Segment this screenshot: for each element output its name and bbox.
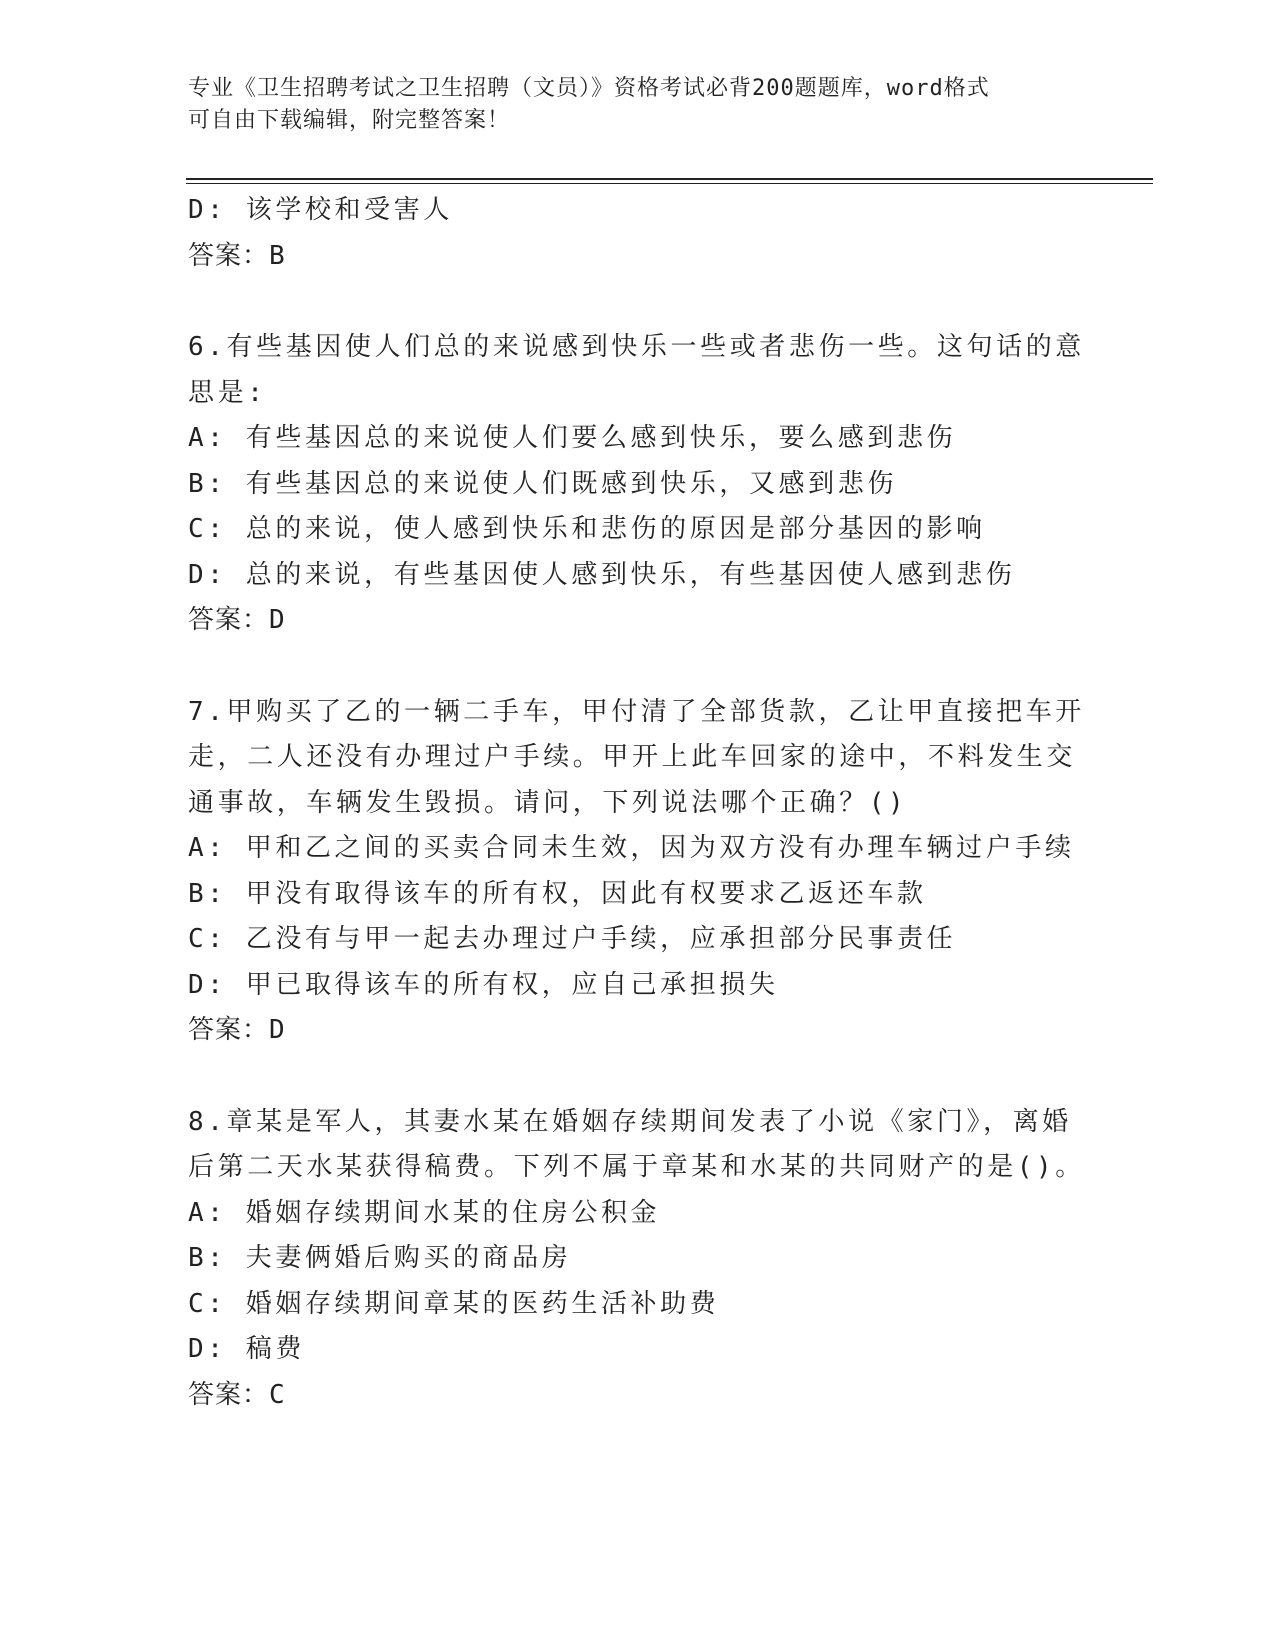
- spacer: [188, 644, 1068, 690]
- option-a: A: 甲和乙之间的买卖合同未生效，因为双方没有办理车辆过户手续: [188, 833, 1075, 863]
- question-text-line: 6.有些基因使人们总的来说感到快乐一些或者悲伤一些。这句话的意: [188, 332, 1085, 362]
- option-d: D: 甲已取得该车的所有权，应自己承担损失: [188, 969, 779, 1000]
- option-b: B: 甲没有取得该车的所有权，因此有权要求乙返还车款: [188, 878, 927, 909]
- option-d: D: 该学校和受害人: [188, 195, 453, 225]
- header-title-line-1: 专业《卫生招聘考试之卫生招聘（文员）》资格考试必背200题题库，word格式: [188, 76, 990, 101]
- option-b: B: 有些基因总的来说使人们既感到快乐，又感到悲伤: [188, 468, 897, 499]
- document-header: [188, 73, 1068, 137]
- question-text-line: 8.章某是军人，其妻水某在婚姻存续期间发表了小说《家门》，离婚: [188, 1106, 1072, 1137]
- spacer: [188, 1054, 1068, 1100]
- answer-line: 答案：D: [188, 1015, 286, 1045]
- option-c: C: 婚姻存续期间章某的医药生活补助费: [188, 1288, 720, 1319]
- question-text-line: 通事故，车辆发生毁损。请问，下列说法哪个正确？(): [188, 787, 908, 818]
- question-block-8: [188, 1100, 1085, 1419]
- question-text-line: 7.甲购买了乙的一辆二手车，甲付清了全部货款，乙让甲直接把车开: [188, 696, 1085, 727]
- option-c: C: 总的来说，使人感到快乐和悲伤的原因是部分基因的影响: [188, 514, 986, 544]
- question-text-line: 思是:: [188, 377, 267, 408]
- spacer: [188, 279, 1068, 325]
- option-b: B: 夫妻俩婚后购买的商品房: [188, 1243, 572, 1273]
- answer-line: 答案：C: [188, 1379, 286, 1410]
- header-divider-thick: [186, 178, 1153, 180]
- answer-line: 答案：B: [188, 240, 286, 271]
- question-block-6: [188, 325, 1085, 644]
- option-d: D: 总的来说，有些基因使人感到快乐，有些基因使人感到悲伤: [188, 559, 1016, 590]
- question-block-5-tail: [188, 188, 1068, 279]
- question-text-line: 走，二人还没有办理过户手续。甲开上此车回家的途中，不料发生交: [188, 742, 1077, 772]
- question-text-line: 后第二天水某获得稿费。下列不属于章某和水某的共同财产的是()。: [188, 1152, 1085, 1182]
- answer-line: 答案：D: [188, 605, 286, 635]
- option-c: C: 乙没有与甲一起去办理过户手续，应承担部分民事责任: [188, 924, 957, 954]
- header-divider-thin: [186, 183, 1153, 184]
- header-title-line-2: 可自由下载编辑，附完整答案！: [188, 108, 511, 133]
- option-a: A: 婚姻存续期间水某的住房公积金: [188, 1197, 661, 1228]
- option-d: D: 稿费: [188, 1334, 305, 1364]
- option-a: A: 有些基因总的来说使人们要么感到快乐，要么感到悲伤: [188, 423, 957, 453]
- question-block-7: [188, 690, 1085, 1054]
- question-list: [188, 188, 1085, 1418]
